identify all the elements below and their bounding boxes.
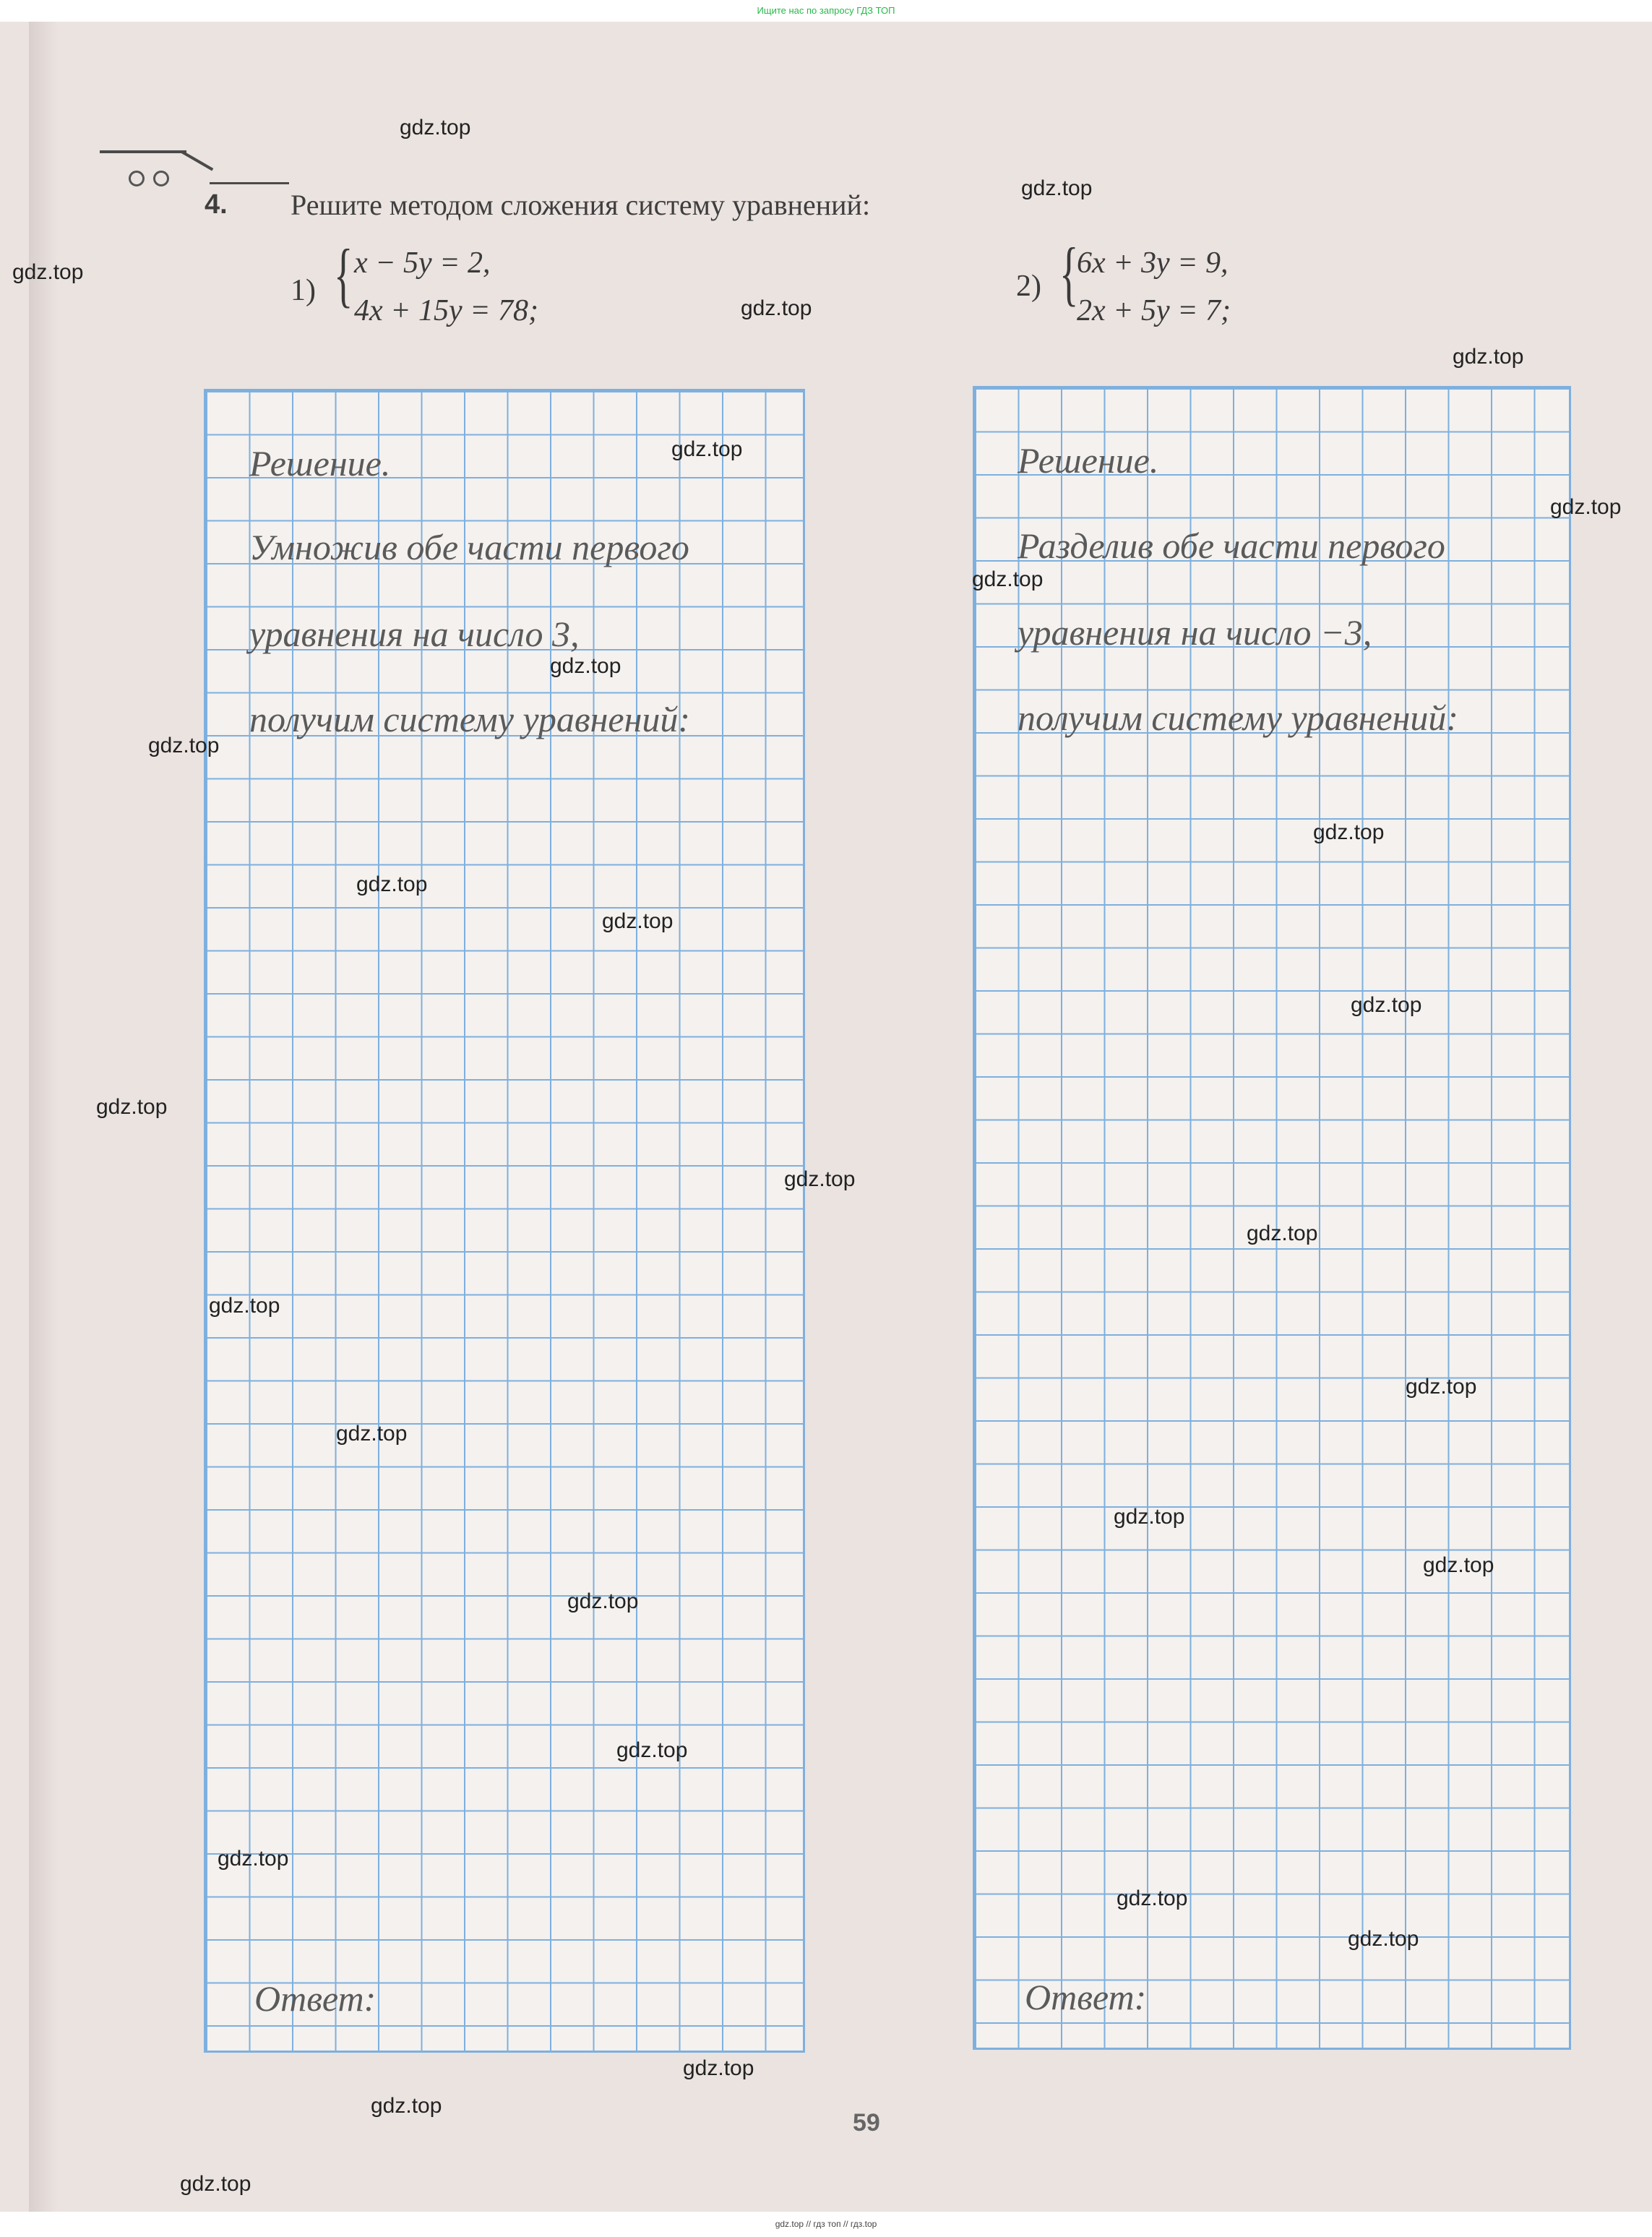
- right-solution-label: Решение.: [1018, 440, 1159, 481]
- bottom-bar[interactable]: gdz.top // гдз топ // гдз.top: [775, 2219, 877, 2229]
- left-solution-label: Решение.: [249, 443, 391, 484]
- watermark: gdz.top: [972, 567, 1044, 591]
- page-number: 59: [853, 2109, 880, 2137]
- header-decoration-circle: [129, 171, 145, 186]
- watermark: gdz.top: [1406, 1375, 1477, 1399]
- left-solution-line-2: уравнения на число 3,: [249, 614, 580, 654]
- watermark: gdz.top: [356, 872, 428, 896]
- watermark: gdz.top: [567, 1589, 639, 1613]
- watermark: gdz.top: [741, 296, 812, 320]
- left-solution-line-3: получим систему уравнений:: [249, 699, 691, 739]
- system-2-brace: {: [1059, 233, 1079, 313]
- watermark: gdz.top: [1247, 1221, 1318, 1245]
- top-banner[interactable]: Ищите нас по запросу ГДЗ ТОП: [757, 5, 895, 16]
- watermark: gdz.top: [336, 1422, 408, 1446]
- system-1-equation-2: 4x + 15y = 78;: [354, 294, 538, 327]
- right-solution-line-1: Разделив обе части первого: [1018, 525, 1445, 566]
- right-solution-line-2: уравнения на число −3,: [1018, 612, 1372, 653]
- watermark: gdz.top: [602, 909, 674, 933]
- watermark: gdz.top: [1351, 993, 1422, 1017]
- watermark: gdz.top: [683, 2056, 754, 2080]
- watermark: gdz.top: [96, 1095, 168, 1119]
- watermark: gdz.top: [218, 1847, 289, 1871]
- system-1-equation-1: x − 5y = 2,: [354, 246, 491, 280]
- system-1-brace: {: [334, 234, 353, 314]
- watermark: gdz.top: [148, 734, 220, 757]
- watermark: gdz.top: [1348, 1927, 1419, 1951]
- watermark: gdz.top: [12, 260, 84, 284]
- system-2-label: 2): [1016, 270, 1041, 303]
- right-solution-line-3: получим систему уравнений:: [1018, 697, 1459, 738]
- watermark: gdz.top: [671, 437, 743, 461]
- watermark: gdz.top: [400, 116, 471, 139]
- system-2-equation-2: 2x + 5y = 7;: [1077, 294, 1231, 327]
- watermark: gdz.top: [616, 1738, 688, 1762]
- watermark: gdz.top: [1021, 176, 1093, 200]
- watermark: gdz.top: [1117, 1886, 1188, 1910]
- watermark: gdz.top: [1423, 1553, 1494, 1577]
- watermark: gdz.top: [209, 1294, 280, 1318]
- right-answer-label: Ответ:: [1025, 1977, 1147, 2017]
- system-2-equation-1: 6x + 3y = 9,: [1077, 246, 1229, 280]
- watermark: gdz.top: [1313, 820, 1385, 844]
- watermark: gdz.top: [1114, 1505, 1185, 1529]
- system-1-label: 1): [291, 274, 316, 307]
- task-number: 4.: [205, 189, 228, 220]
- header-decoration-circle: [153, 171, 169, 186]
- watermark: gdz.top: [371, 2094, 442, 2118]
- left-answer-label: Ответ:: [254, 1978, 377, 2019]
- watermark: gdz.top: [1453, 345, 1524, 369]
- header-decoration-line: [100, 150, 186, 153]
- page-spine-shadow: [29, 22, 58, 2212]
- watermark: gdz.top: [784, 1167, 856, 1191]
- header-decoration-line-under: [210, 182, 289, 184]
- watermark: gdz.top: [1550, 495, 1622, 519]
- left-solution-line-1: Умножив обе части первого: [249, 527, 689, 567]
- watermark: gdz.top: [180, 2172, 251, 2196]
- task-text: Решите методом сложения систему уравнений:: [291, 189, 871, 221]
- watermark: gdz.top: [550, 654, 621, 678]
